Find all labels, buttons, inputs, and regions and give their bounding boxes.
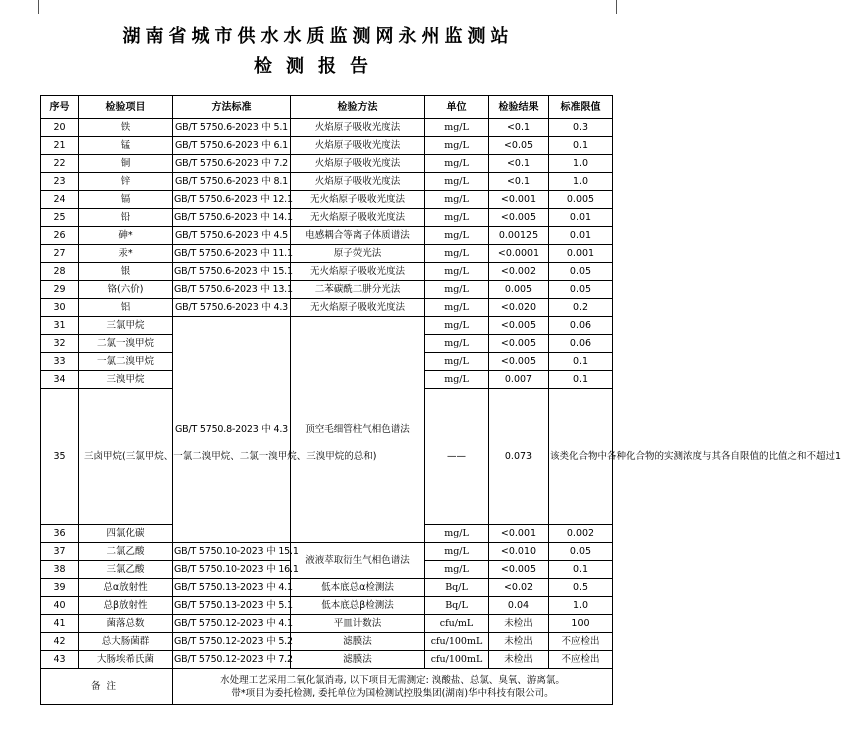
cell-no: 41: [41, 615, 79, 633]
header-no: 序号: [41, 96, 79, 119]
cell-no: 25: [41, 209, 79, 227]
cell-unit: mg/L: [425, 191, 489, 209]
cell-item: 铅: [79, 209, 173, 227]
table-row: [41, 281, 613, 299]
cell-item: 砷*: [79, 227, 173, 245]
corner-mark-left: [38, 0, 39, 14]
report-table: [40, 95, 841, 705]
cell-unit: cfu/mL: [425, 615, 489, 633]
cell-no: 30: [41, 299, 79, 317]
cell-standard: GB/T 5750.6-2023 中 5.1: [173, 119, 291, 137]
header-limit: 标准限值: [549, 96, 613, 119]
cell-limit: 0.001: [549, 245, 613, 263]
cell-method: 无火焰原子吸收光度法: [291, 209, 425, 227]
cell-result: <0.001: [489, 191, 549, 209]
table-row: [41, 317, 613, 335]
cell-no: 24: [41, 191, 79, 209]
header-method: 检验方法: [291, 96, 425, 119]
cell-item: 铬(六价): [79, 281, 173, 299]
cell-method: 滤膜法: [291, 651, 425, 669]
cell-method: 二苯碳酰二肼分光法: [291, 281, 425, 299]
cell-unit: cfu/100mL: [425, 651, 489, 669]
cell-item: 铁: [79, 119, 173, 137]
cell-unit: Bq/L: [425, 597, 489, 615]
cell-standard: GB/T 5750.6-2023 中 13.1: [173, 281, 291, 299]
table-row: [41, 227, 613, 245]
cell-no: 22: [41, 155, 79, 173]
header-result: 检验结果: [489, 96, 549, 119]
cell-unit: mg/L: [425, 227, 489, 245]
cell-item: 汞*: [79, 245, 173, 263]
cell-unit: mg/L: [425, 155, 489, 173]
cell-method: 火焰原子吸收光度法: [291, 173, 425, 191]
table-row: [41, 299, 613, 317]
cell-limit: 不应检出: [549, 651, 613, 669]
cell-no: 27: [41, 245, 79, 263]
cell-limit: 0.05: [549, 281, 613, 299]
cell-no: 28: [41, 263, 79, 281]
cell-method: 无火焰原子吸收光度法: [291, 299, 425, 317]
cell-method: 滤膜法: [291, 633, 425, 651]
cell-result: <0.1: [489, 119, 549, 137]
cell-no: 23: [41, 173, 79, 191]
cell-unit: mg/L: [425, 173, 489, 191]
cell-item: 镉: [79, 191, 173, 209]
corner-mark-right: [616, 0, 617, 14]
cell-item: 铜: [79, 155, 173, 173]
cell-standard: GB/T 5750.12-2023 中 5.2: [173, 633, 291, 651]
cell-method-merged: 液液萃取衍生气相色谱法: [291, 543, 425, 579]
cell-item: 锌: [79, 173, 173, 191]
table-row: [41, 615, 613, 633]
table-row: [41, 137, 613, 155]
cell-limit: 0.01: [549, 209, 613, 227]
cell-result: <0.02: [489, 579, 549, 597]
cell-no: 21: [41, 137, 79, 155]
cell-unit: cfu/100mL: [425, 633, 489, 651]
remarks-label: 备注: [41, 669, 173, 705]
cell-result: <0.1: [489, 173, 549, 191]
cell-result: <0.002: [489, 263, 549, 281]
cell-limit: 0.05: [549, 543, 613, 561]
cell-method: 低本底总α检测法: [291, 579, 425, 597]
cell-limit: 0.1: [549, 353, 613, 371]
cell-no: 29: [41, 281, 79, 299]
remarks-line-2: 带*项目为委托检测, 委托单位为国检测试控股集团(湖南)华中科技有限公司。: [231, 687, 554, 699]
cell-item: 银: [79, 263, 173, 281]
cell-no: 34: [41, 371, 79, 389]
table-row: [41, 579, 613, 597]
cell-standard: GB/T 5750.6-2023 中 15.1: [173, 263, 291, 281]
cell-unit: mg/L: [425, 371, 489, 389]
cell-standard: GB/T 5750.6-2023 中 4.3: [173, 299, 291, 317]
cell-unit: mg/L: [425, 137, 489, 155]
cell-item: 大肠埃希氏菌: [79, 651, 173, 669]
cell-standard: GB/T 5750.6-2023 中 6.1: [173, 137, 291, 155]
cell-unit: mg/L: [425, 543, 489, 561]
cell-unit: ——: [425, 389, 489, 525]
cell-unit: mg/L: [425, 119, 489, 137]
cell-method: 低本底总β检测法: [291, 597, 425, 615]
cell-item: 锰: [79, 137, 173, 155]
cell-method-merged: 顶空毛细管柱气相色谱法: [291, 317, 425, 543]
header-item: 检验项目: [79, 96, 173, 119]
cell-unit: mg/L: [425, 281, 489, 299]
table-row: [41, 173, 613, 191]
cell-result: <0.1: [489, 155, 549, 173]
cell-item: 一氯二溴甲烷: [79, 353, 173, 371]
cell-result: <0.020: [489, 299, 549, 317]
cell-standard: GB/T 5750.12-2023 中 4.1: [173, 615, 291, 633]
cell-standard-merged: GB/T 5750.8-2023 中 4.3: [173, 317, 291, 543]
cell-limit: 100: [549, 615, 613, 633]
cell-no: 20: [41, 119, 79, 137]
cell-result: 0.073: [489, 389, 549, 525]
cell-result: <0.005: [489, 317, 549, 335]
cell-method: 无火焰原子吸收光度法: [291, 191, 425, 209]
cell-unit: mg/L: [425, 561, 489, 579]
cell-unit: mg/L: [425, 263, 489, 281]
cell-limit: 0.2: [549, 299, 613, 317]
cell-item: 铝: [79, 299, 173, 317]
cell-limit: 0.5: [549, 579, 613, 597]
cell-no: 36: [41, 525, 79, 543]
table-row: [41, 633, 613, 651]
cell-no: 37: [41, 543, 79, 561]
cell-limit: 1.0: [549, 155, 613, 173]
cell-result: 0.04: [489, 597, 549, 615]
cell-method: 无火焰原子吸收光度法: [291, 263, 425, 281]
cell-limit: 0.005: [549, 191, 613, 209]
table-row: [41, 155, 613, 173]
cell-no: 38: [41, 561, 79, 579]
cell-unit: mg/L: [425, 335, 489, 353]
cell-result: <0.05: [489, 137, 549, 155]
remarks-text: [173, 669, 613, 705]
cell-standard: GB/T 5750.10-2023 中 16.1: [173, 561, 291, 579]
remarks-line-1: 水处理工艺采用二氧化氯消毒, 以下项目无需测定: 溴酸盐、总氯、臭氧、游离氯。: [220, 674, 565, 686]
cell-item: 三卤甲烷(三氯甲烷、一氯二溴甲烷、二氯一溴甲烷、三溴甲烷的总和): [79, 389, 173, 525]
cell-limit: 0.1: [549, 371, 613, 389]
cell-limit: 0.1: [549, 137, 613, 155]
cell-unit: mg/L: [425, 245, 489, 263]
cell-item: 二氯乙酸: [79, 543, 173, 561]
cell-limit: 1.0: [549, 173, 613, 191]
cell-result: 0.005: [489, 281, 549, 299]
cell-standard: GB/T 5750.6-2023 中 11.1: [173, 245, 291, 263]
cell-unit: mg/L: [425, 209, 489, 227]
cell-result: 0.00125: [489, 227, 549, 245]
cell-result: 未检出: [489, 633, 549, 651]
cell-unit: mg/L: [425, 317, 489, 335]
cell-result: 0.007: [489, 371, 549, 389]
cell-standard: GB/T 5750.6-2023 中 14.1: [173, 209, 291, 227]
cell-limit: 1.0: [549, 597, 613, 615]
cell-result: <0.001: [489, 525, 549, 543]
cell-standard: GB/T 5750.6-2023 中 8.1: [173, 173, 291, 191]
cell-result: <0.005: [489, 353, 549, 371]
cell-standard: GB/T 5750.6-2023 中 4.5: [173, 227, 291, 245]
table-row: [41, 119, 613, 137]
remarks-row: [41, 669, 613, 705]
cell-result: <0.0001: [489, 245, 549, 263]
table-row: [41, 209, 613, 227]
cell-limit: 0.1: [549, 561, 613, 579]
cell-unit: mg/L: [425, 299, 489, 317]
table-row: [41, 597, 613, 615]
table-row: [41, 191, 613, 209]
cell-standard: GB/T 5750.6-2023 中 12.1: [173, 191, 291, 209]
cell-item: 二氯一溴甲烷: [79, 335, 173, 353]
cell-result: <0.005: [489, 335, 549, 353]
cell-limit: 0.3: [549, 119, 613, 137]
cell-method: 火焰原子吸收光度法: [291, 137, 425, 155]
cell-result: <0.010: [489, 543, 549, 561]
cell-limit: 0.06: [549, 317, 613, 335]
header-unit: 单位: [425, 96, 489, 119]
report-subtitle: 检测报告: [254, 56, 382, 77]
table-row: [41, 263, 613, 281]
cell-unit: Bq/L: [425, 579, 489, 597]
header-standard: 方法标准: [173, 96, 291, 119]
cell-limit: 0.002: [549, 525, 613, 543]
cell-standard: GB/T 5750.13-2023 中 4.1: [173, 579, 291, 597]
cell-unit: mg/L: [425, 353, 489, 371]
cell-limit: 0.01: [549, 227, 613, 245]
cell-no: 26: [41, 227, 79, 245]
cell-standard: GB/T 5750.10-2023 中 15.1: [173, 543, 291, 561]
cell-standard: GB/T 5750.6-2023 中 7.2: [173, 155, 291, 173]
cell-limit: 0.06: [549, 335, 613, 353]
cell-no: 31: [41, 317, 79, 335]
cell-result: <0.005: [489, 561, 549, 579]
cell-standard: GB/T 5750.13-2023 中 5.1: [173, 597, 291, 615]
cell-item: 三氯乙酸: [79, 561, 173, 579]
cell-item: 总大肠菌群: [79, 633, 173, 651]
cell-no: 35: [41, 389, 79, 525]
cell-item: 四氯化碳: [79, 525, 173, 543]
cell-limit: 该类化合物中各种化合物的实测浓度与其各自限值的比值之和不超过1: [549, 389, 613, 525]
report-title: 湖南省城市供水水质监测网永州监测站: [122, 26, 514, 47]
cell-no: 33: [41, 353, 79, 371]
cell-result: <0.005: [489, 209, 549, 227]
cell-unit: mg/L: [425, 525, 489, 543]
cell-no: 43: [41, 651, 79, 669]
cell-no: 32: [41, 335, 79, 353]
cell-item: 三溴甲烷: [79, 371, 173, 389]
table-row: [41, 543, 613, 561]
header-row: [41, 96, 613, 119]
cell-result: 未检出: [489, 651, 549, 669]
cell-limit: 不应检出: [549, 633, 613, 651]
cell-item: 三氯甲烷: [79, 317, 173, 335]
cell-no: 39: [41, 579, 79, 597]
cell-result: 未检出: [489, 615, 549, 633]
cell-method: 平皿计数法: [291, 615, 425, 633]
cell-method: 火焰原子吸收光度法: [291, 119, 425, 137]
cell-item: 总β放射性: [79, 597, 173, 615]
cell-item: 总α放射性: [79, 579, 173, 597]
cell-limit: 0.05: [549, 263, 613, 281]
cell-standard: GB/T 5750.12-2023 中 7.2: [173, 651, 291, 669]
table-row: [41, 245, 613, 263]
cell-method: 电感耦合等离子体质谱法: [291, 227, 425, 245]
cell-method: 火焰原子吸收光度法: [291, 155, 425, 173]
cell-no: 40: [41, 597, 79, 615]
cell-no: 42: [41, 633, 79, 651]
cell-item: 菌落总数: [79, 615, 173, 633]
table-row: [41, 651, 613, 669]
cell-method: 原子荧光法: [291, 245, 425, 263]
